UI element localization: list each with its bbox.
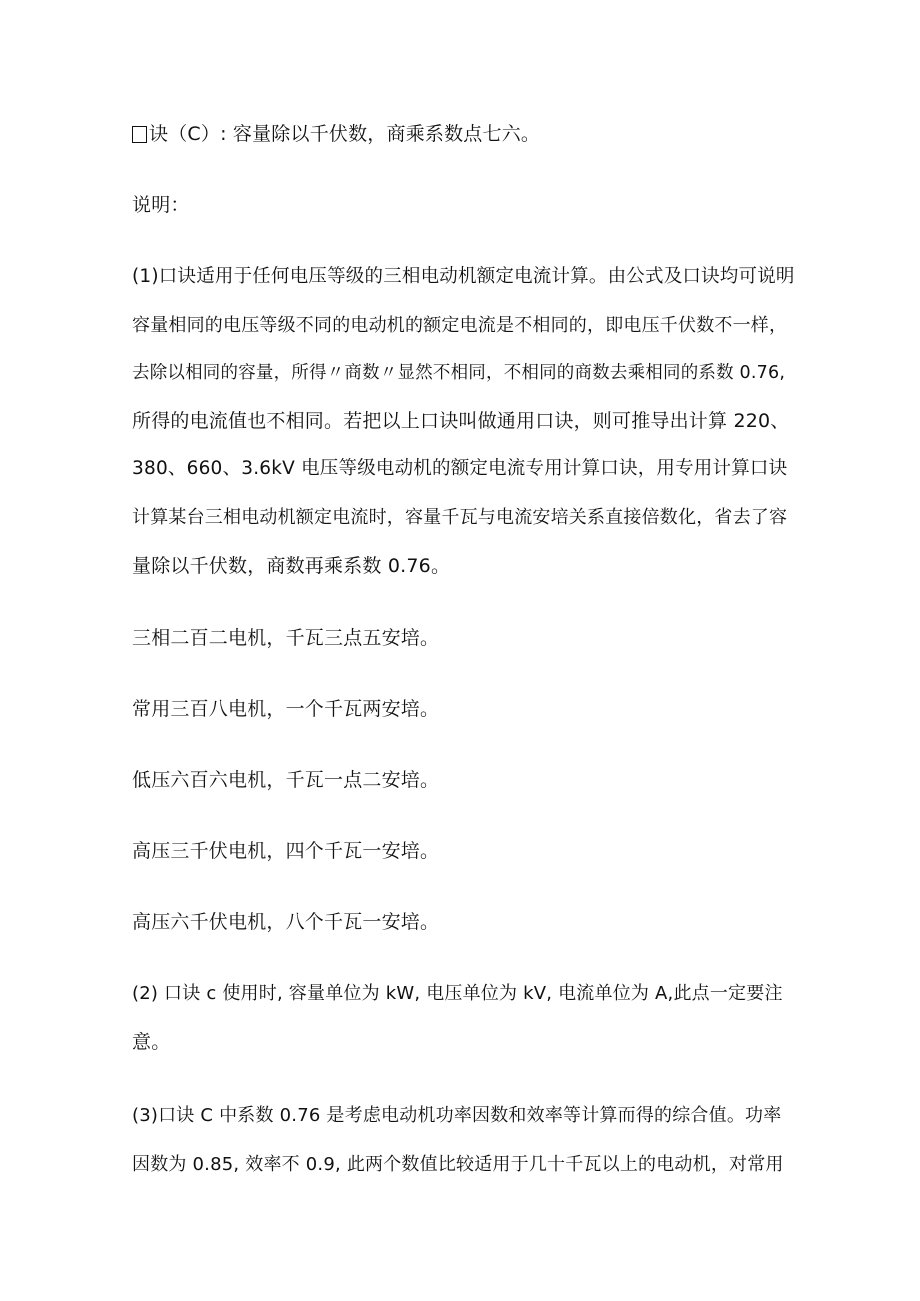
note1-line-1: (1)口诀适用于任何电压等级的三相电动机额定电流计算。由公式及口诀均可说明 — [132, 266, 795, 287]
heading-text: 诀（C）: 容量除以千伏数，商乘系数点七六。 — [149, 123, 541, 145]
verse-line-4: 高压三千伏电机，四个千瓦一安培。 — [132, 840, 440, 862]
verse-line-2: 常用三百八电机，一个千瓦两安培。 — [132, 698, 440, 720]
note1-line-5: 380、660、3.6kV 电压等级电动机的额定电流专用计算口诀，用专用计算口诀 — [132, 458, 788, 479]
note1-line-3: 去除以相同的容量，所得〃商数〃显然不相同，不相同的商数去乘相同的系数 0.76, — [132, 363, 786, 383]
note3-line-2: 因数为 0.85, 效率不 0.9, 此两个数值比较适用于几十千瓦以上的电动机，对常用 — [132, 1154, 784, 1175]
note2-line-1: (2) 口诀 c 使用时, 容量单位为 kW, 电压单位为 kV, 电流单位为 A,此点一定要注 — [132, 983, 783, 1004]
explanation-label: 说明： — [132, 194, 190, 216]
verse-line-3: 低压六百六电机，千瓦一点二安培。 — [132, 769, 440, 791]
note2-line-2: 意。 — [132, 1031, 171, 1053]
note1-line-4: 所得的电流值也不相同。若把以上口诀叫做通用口诀，则可推导出计算 220、 — [132, 410, 790, 432]
verse-line-5: 高压六千伏电机，八个千瓦一安培。 — [132, 911, 440, 933]
heading-line — [132, 122, 797, 146]
note1-line-6: 计算某台三相电动机额定电流时，容量千瓦与电流安培关系直接倍数化，省去了容 — [132, 507, 788, 528]
missing-glyph-box — [132, 126, 147, 143]
verse-line-1: 三相二百二电机，千瓦三点五安培。 — [132, 627, 440, 649]
note3-line-1: (3)口诀 C 中系数 0.76 是考虑电动机功率因数和效率等计算而得的综合值。功率 — [132, 1105, 782, 1126]
note1-line-7: 量除以千伏数，商数再乘系数 0.76。 — [132, 555, 451, 577]
note1-line-2: 容量相同的电压等级不同的电动机的额定电流是不相同的，即电压千伏数不一样， — [132, 315, 788, 336]
